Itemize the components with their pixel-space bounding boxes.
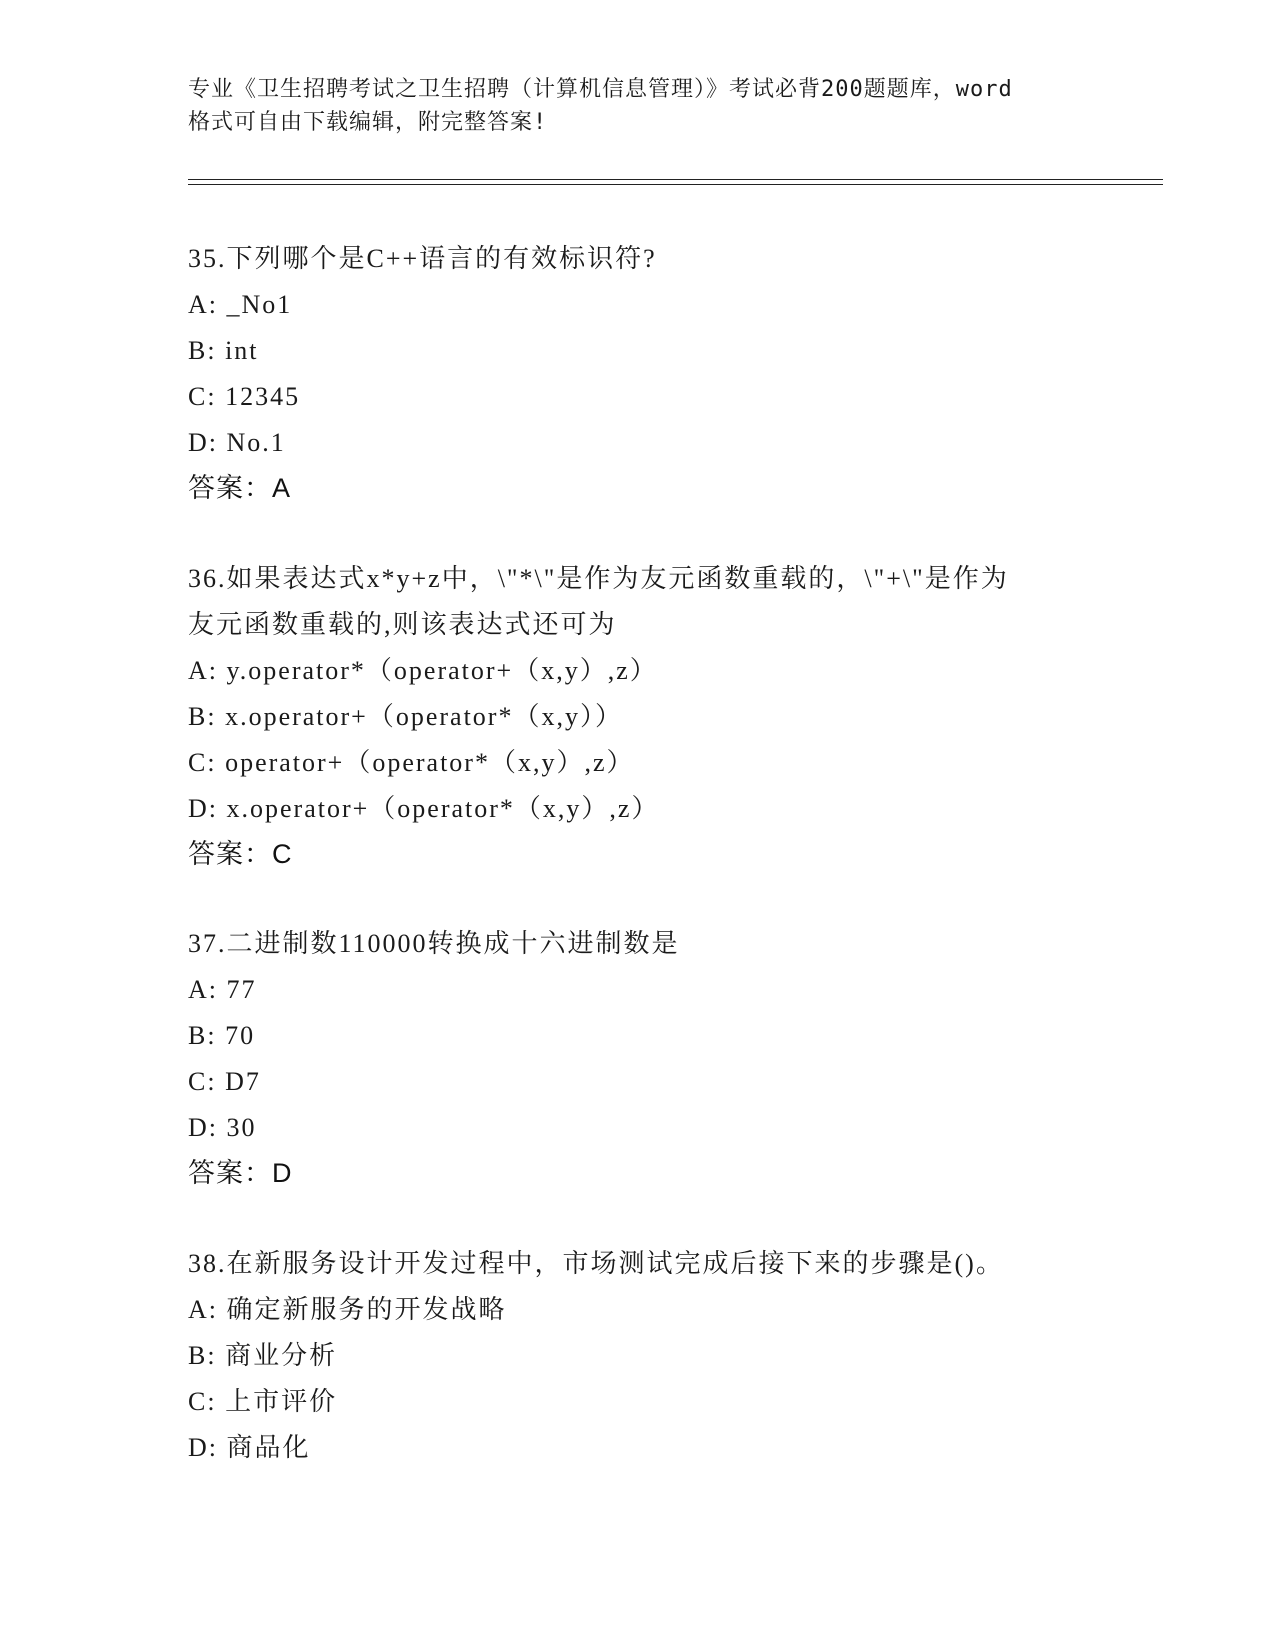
question-stem: 38.在新服务设计开发过程中，市场测试完成后接下来的步骤是()。 xyxy=(188,1249,1004,1278)
option-d: D: 30 xyxy=(188,1113,257,1142)
question-36 xyxy=(188,556,1088,876)
question-38 xyxy=(188,1241,1088,1471)
question-stem: 35.下列哪个是C++语言的有效标识符? xyxy=(188,244,657,273)
option-d: D: No.1 xyxy=(188,428,286,457)
option-b: B: 商业分析 xyxy=(188,1341,338,1370)
option-a: A: 确定新服务的开发战略 xyxy=(188,1295,507,1324)
document-header xyxy=(188,73,1088,139)
option-b: B: 70 xyxy=(188,1021,256,1050)
option-c: C: 12345 xyxy=(188,382,301,411)
question-stem: 37.二进制数110000转换成十六进制数是 xyxy=(188,929,680,958)
option-a: A: y.operator*（operator+（x,y）,z） xyxy=(188,656,658,685)
option-b: B: x.operator+（operator*（x,y）） xyxy=(188,702,623,731)
option-a: A: 77 xyxy=(188,975,257,1004)
question-stem-line-2: 友元函数重载的,则该表达式还可为 xyxy=(188,610,617,639)
option-a: A: _No1 xyxy=(188,290,293,319)
question-37 xyxy=(188,921,1088,1195)
header-divider-top xyxy=(188,179,1163,180)
question-35 xyxy=(188,236,1088,510)
option-d: D: x.operator+（operator*（x,y）,z） xyxy=(188,794,660,823)
option-c: C: D7 xyxy=(188,1067,261,1096)
option-c: C: operator+（operator*（x,y）,z） xyxy=(188,748,635,777)
header-divider-bottom xyxy=(188,184,1163,185)
header-line-2: 格式可自由下载编辑，附完整答案! xyxy=(188,110,548,135)
header-line-1: 专业《卫生招聘考试之卫生招聘（计算机信息管理）》考试必背200题题库，word xyxy=(188,77,1013,102)
answer-line: 答案：D xyxy=(188,1158,293,1188)
answer-line: 答案：A xyxy=(188,473,292,503)
option-d: D: 商品化 xyxy=(188,1433,311,1462)
answer-line: 答案：C xyxy=(188,839,293,869)
option-b: B: int xyxy=(188,336,259,365)
question-stem-line-1: 36.如果表达式x*y+z中，\"*\"是作为友元函数重载的，\"+\"是作为 xyxy=(188,564,1009,593)
option-c: C: 上市评价 xyxy=(188,1387,338,1416)
